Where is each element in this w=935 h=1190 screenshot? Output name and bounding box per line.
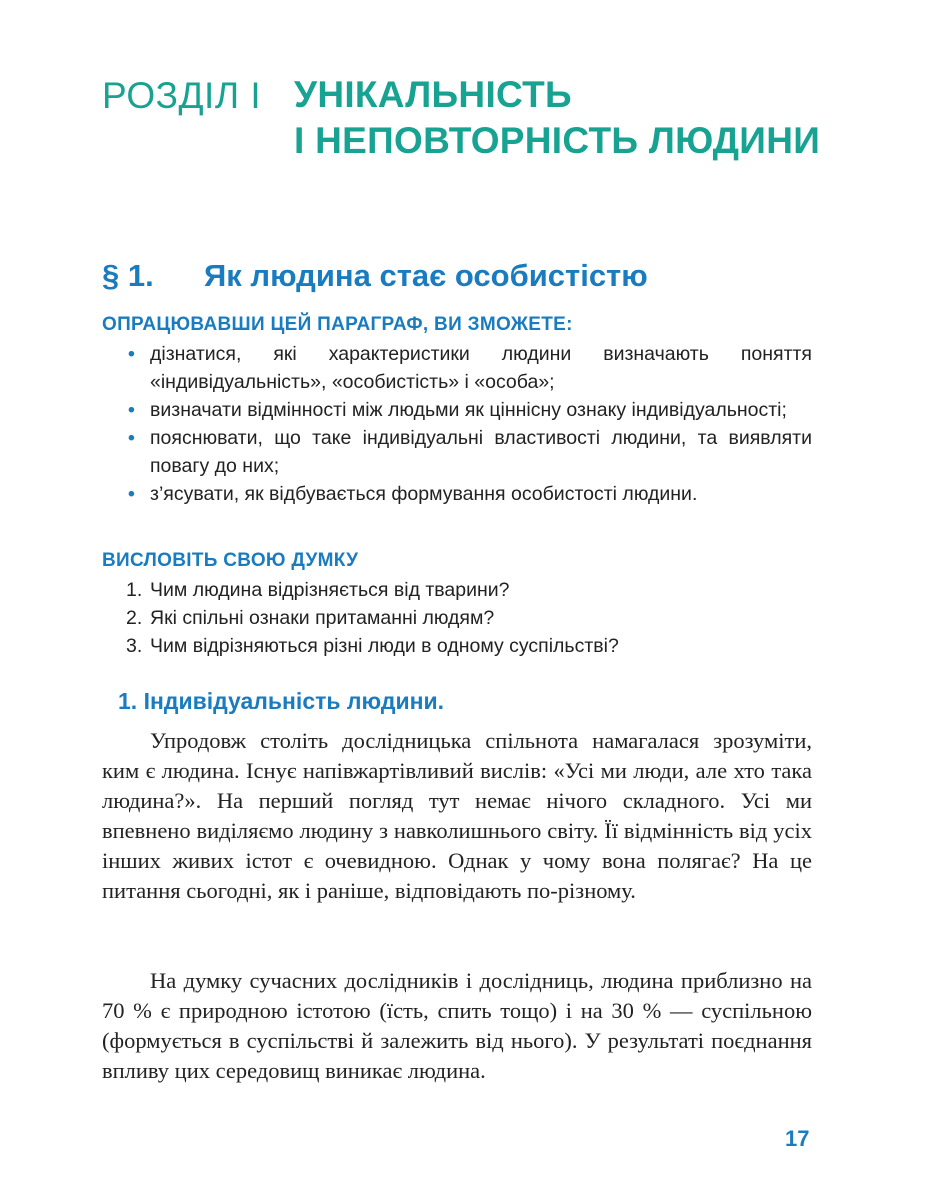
paragraph-heading	[102, 258, 648, 294]
objectives-heading: ОПРАЦЮВАВШИ ЦЕЙ ПАРАГРАФ, ВИ ЗМОЖЕТЕ:	[102, 314, 573, 335]
chapter-title-line2: І НЕПОВТОРНІСТЬ ЛЮДИНИ	[294, 120, 821, 161]
objective-text: пояснювати, що таке індивідуальні властивості людини, та виявляти повагу до них;	[150, 427, 812, 477]
question-number: 3.	[126, 635, 143, 657]
chapter-title-line1: УНІКАЛЬНІСТЬ	[294, 74, 572, 115]
objective-text: визначати відмінності між людьми як ціннісну ознаку індивідуальності;	[150, 399, 787, 421]
list-item	[102, 632, 812, 660]
chapter-label: РОЗДІЛ І	[102, 75, 262, 116]
body-paragraph-2: На думку сучасних дослідників і дослідниць, людина приблизно на 70 % є природною істотою (їсть, спить тощо) і на 30 % — суспільною (формується в суспільстві й залежить від нього). У результаті поєднання впливу цих середовищ виникає людина.	[102, 968, 812, 1083]
list-item	[102, 340, 812, 396]
bullet-icon: •	[128, 483, 135, 505]
page-number: 17	[785, 1126, 810, 1151]
body-paragraph-1: Упродовж століть дослідницька спільнота намагалася зрозуміти, ким є людина. Існує напівжартівливий вислів: «Усі ми люди, але хто така людина?». На перший погляд тут немає нічого складного. Усі ми впевнено виділяємо людину з навколишнього світу. Її відмінність від усіх інших живих істот є очевидною. Однак у чому вона полягає? На це питання сьогодні, як і раніше, відповідають по-різному.	[102, 728, 812, 903]
list-item	[102, 604, 812, 632]
bullet-icon: •	[128, 399, 135, 421]
objective-text: з’ясувати, як відбувається формування особистості людини.	[150, 483, 698, 505]
objectives-list	[102, 340, 812, 508]
bullet-icon: •	[128, 427, 135, 449]
question-text: Які спільні ознаки притаманні людям?	[150, 607, 495, 629]
question-number: 2.	[126, 607, 143, 629]
bullet-icon: •	[128, 343, 135, 365]
paragraph-number: § 1.	[102, 258, 154, 293]
list-item	[102, 480, 812, 508]
opinion-heading: ВИСЛОВІТЬ СВОЮ ДУМКУ	[102, 550, 359, 571]
question-text: Чим людина відрізняється від тварини?	[150, 579, 510, 601]
opinion-questions	[102, 576, 812, 660]
chapter-title	[294, 72, 820, 164]
list-item	[102, 576, 812, 604]
section-heading: 1. Індивідуальність людини.	[118, 688, 445, 714]
list-item	[102, 424, 812, 480]
paragraph-title: Як людина стає особистістю	[204, 258, 648, 293]
objective-text: дізнатися, які характеристики людини визначають поняття «індивідуальність», «особистість» і «особа»;	[150, 343, 812, 393]
question-text: Чим відрізняються різні люди в одному суспільстві?	[150, 635, 619, 657]
list-item	[102, 396, 812, 424]
question-number: 1.	[126, 579, 143, 601]
